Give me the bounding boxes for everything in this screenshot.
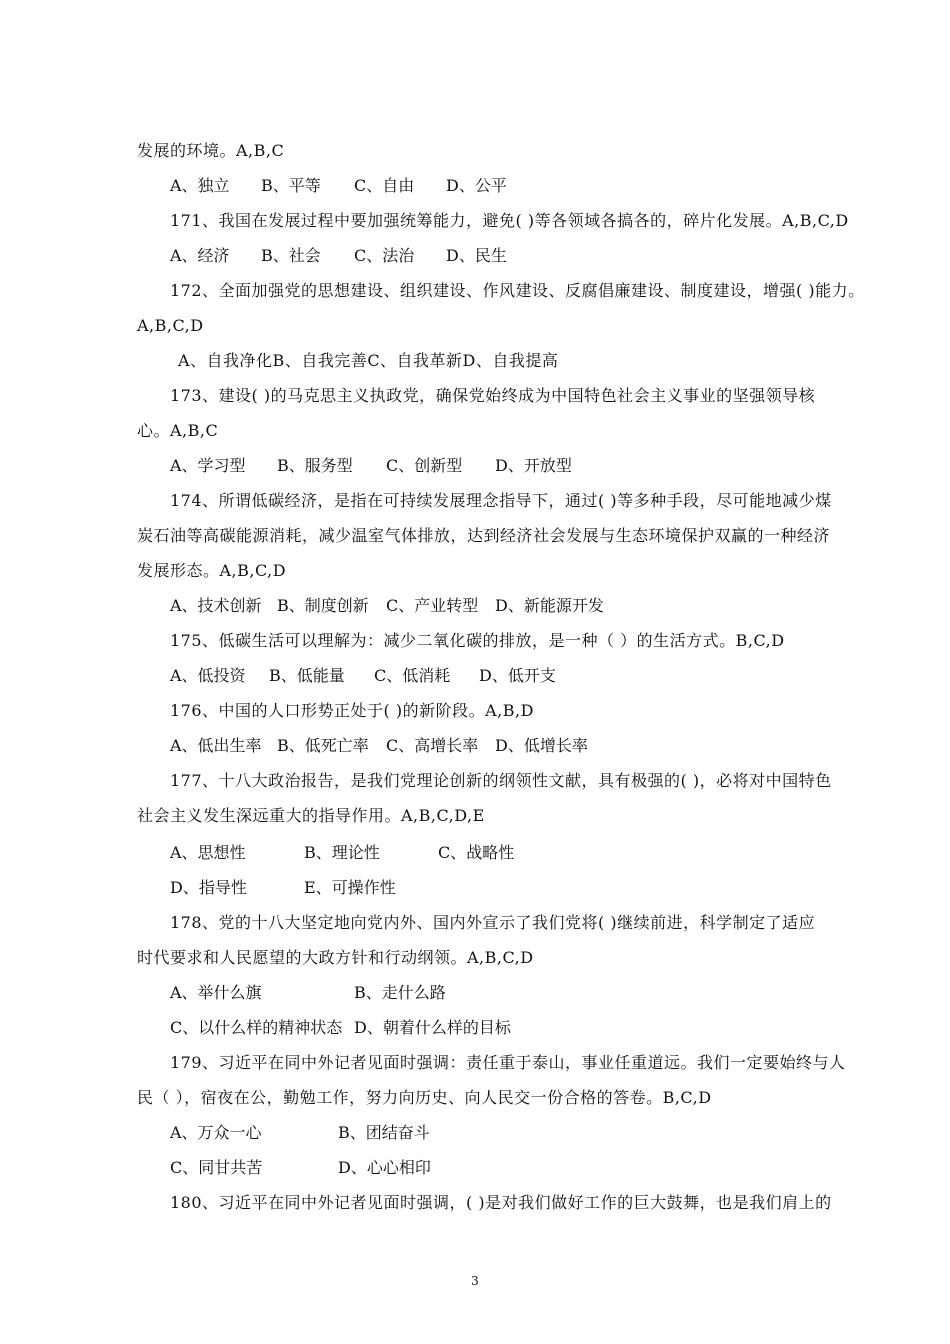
option-b: B、走什么路 [354,983,446,1002]
option-b: B、服务型 [277,456,353,475]
question-174: 174、所谓低碳经济，是指在可持续发展理念指导下，通过( )等多种手段，尽可能地减少煤 [170,491,832,510]
option-e: E、可操作性 [304,878,396,897]
option-a: A、技术创新 [170,596,262,615]
question-180: 180、习近平在同中外记者见面时强调，( )是对我们做好工作的巨大鼓舞，也是我们肩上的 [170,1193,832,1212]
option-c: C、低消耗 [374,666,451,685]
text-line: 心。A,B,C [137,421,219,440]
option-c: C、同甘共苦 [170,1158,263,1177]
option-c: C、战略性 [438,843,515,862]
option-a: A、学习型 [170,456,246,475]
question-177: 177、十八大政治报告，是我们党理论创新的纲领性文献，具有极强的( )，必将对中国特色 [170,771,832,790]
text-line: 发展的环境。A,B,C [137,141,285,160]
option-d: D、民生 [446,246,507,265]
option-a: A、万众一心 [170,1123,262,1142]
option-b: B、低能量 [269,666,345,685]
option-d: D、开放型 [495,456,572,475]
option-b: B、制度创新 [277,596,369,615]
question-176: 176、中国的人口形势正处于( )的新阶段。A,B,D [170,701,534,720]
page-number: 3 [471,1274,479,1288]
option-c: C、以什么样的精神状态 [170,1018,343,1037]
option-d: D、低开支 [479,666,556,685]
text-line: 社会主义发生深远重大的指导作用。A,B,C,D,E [137,806,485,825]
question-171: 171、我国在发展过程中要加强统筹能力，避免( )等各领域各搞各的，碎片化发展。A,B,C,D [170,211,849,230]
option-a: A、思想性 [170,843,246,862]
option-b: B、平等 [261,176,321,195]
question-173: 173、建设( )的马克思主义执政党，确保党始终成为中国特色社会主义事业的坚强领导核 [170,386,816,405]
option-a: A、低投资 [170,666,246,685]
options-172: A、自我净化B、自我完善C、自我革新D、自我提高 [178,351,559,370]
option-b: B、低死亡率 [277,736,369,755]
option-d: D、朝着什么样的目标 [354,1018,511,1037]
option-d: D、低增长率 [495,736,588,755]
text-line: 炭石油等高碳能源消耗，减少温室气体排放，达到经济社会发展与生态环境保护双赢的一种经济 [137,526,831,545]
option-a: A、独立 [170,176,230,195]
question-179: 179、习近平在同中外记者见面时强调：责任重于泰山，事业任重道远。我们一定要始终与人 [170,1053,846,1072]
question-178: 178、党的十八大坚定地向党内外、国内外宣示了我们党将( )继续前进，科学制定了适应 [170,913,816,932]
text-line: 民（ ），宿夜在公，勤勉工作，努力向历史、向人民交一份合格的答卷。B,C,D [137,1088,712,1107]
text-line: A,B,C,D [137,316,204,335]
option-c: C、法治 [354,246,415,265]
option-d: D、公平 [446,176,507,195]
option-a: A、经济 [170,246,230,265]
text-line: 发展形态。A,B,C,D [137,561,287,580]
option-c: C、创新型 [386,456,463,475]
option-a: A、举什么旗 [170,983,262,1002]
option-c: C、产业转型 [386,596,479,615]
option-a: A、低出生率 [170,736,262,755]
option-b: B、理论性 [304,843,380,862]
option-d: D、心心相印 [338,1158,431,1177]
option-c: C、自由 [354,176,415,195]
text-line: 时代要求和人民愿望的大政方针和行动纲领。A,B,C,D [137,948,534,967]
option-d: D、新能源开发 [495,596,604,615]
question-175: 175、低碳生活可以理解为：减少二氧化碳的排放，是一种（ ）的生活方式。B,C,D [170,631,785,650]
option-b: B、团结奋斗 [338,1123,430,1142]
option-b: B、社会 [261,246,321,265]
option-d: D、指导性 [170,878,247,897]
question-172: 172、全面加强党的思想建设、组织建设、作风建设、反腐倡廉建设、制度建设，增强( )能力。 [170,281,865,300]
option-c: C、高增长率 [386,736,479,755]
